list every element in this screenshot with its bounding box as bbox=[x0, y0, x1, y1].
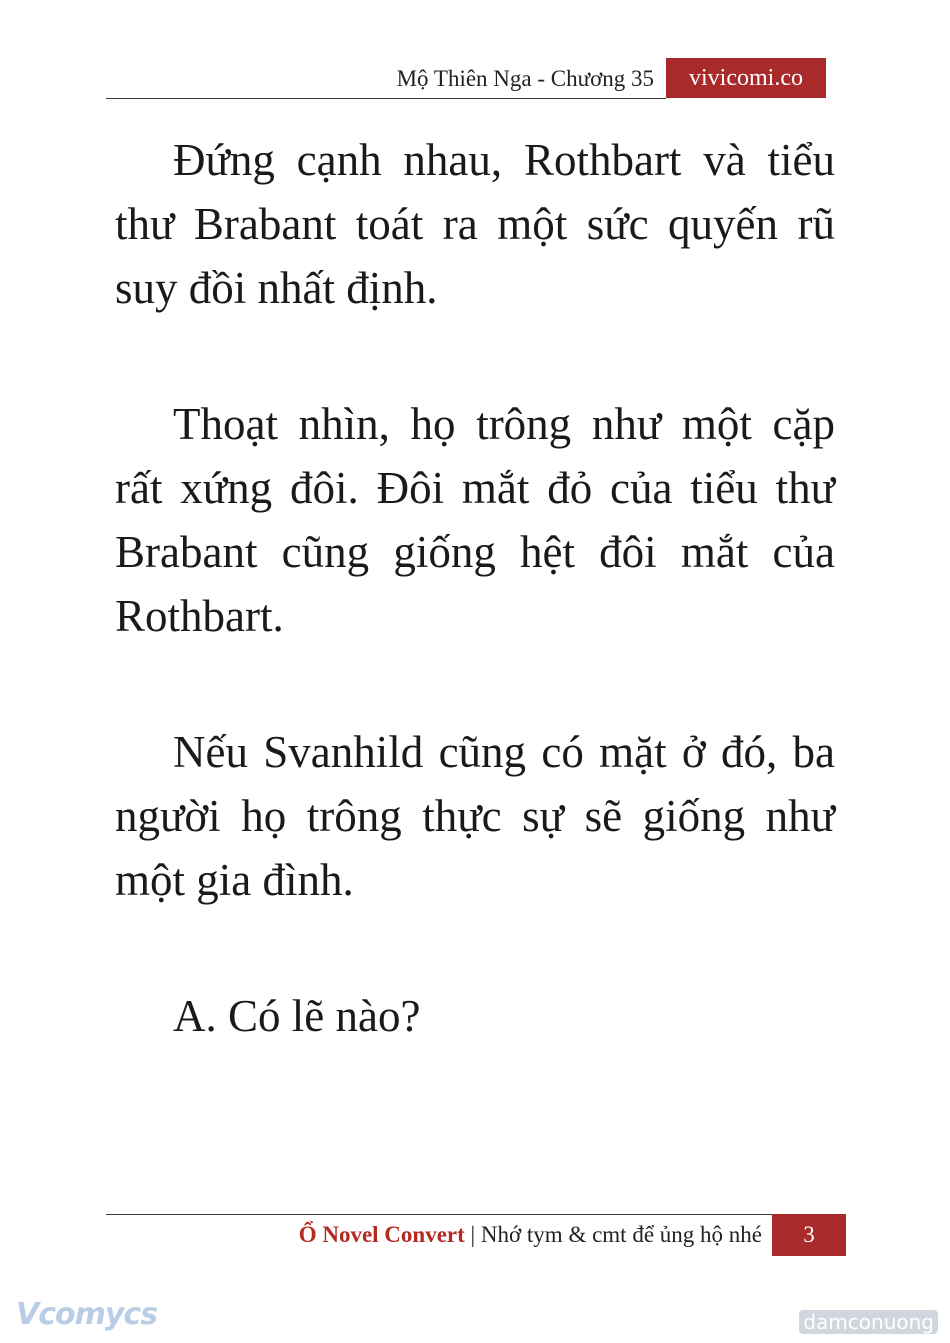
paragraph: Nếu Svanhild cũng có mặt ở đó, ba người họ trông thực sự sẽ giống như một gia đình. bbox=[115, 727, 835, 905]
watermark-vcomycs: Vcomycs bbox=[16, 1297, 158, 1332]
page-header bbox=[106, 58, 826, 100]
chapter-title: Mộ Thiên Nga - Chương 35 bbox=[396, 66, 654, 91]
paragraph: A. Có lẽ nào? bbox=[173, 991, 421, 1041]
footer-divider bbox=[106, 1214, 796, 1215]
footer-separator: | bbox=[464, 1222, 481, 1247]
footer-brand: Ổ Novel Convert bbox=[298, 1222, 465, 1247]
site-badge: vivicomi.co bbox=[666, 58, 826, 98]
header-divider bbox=[106, 98, 666, 99]
page-number: 3 bbox=[772, 1214, 846, 1256]
footer-note bbox=[299, 1222, 762, 1248]
watermark-damconuong: damconuong bbox=[799, 1310, 938, 1334]
story-body bbox=[115, 128, 835, 1120]
page-footer bbox=[106, 1212, 846, 1256]
footer-message: Nhớ tym & cmt để ủng hộ nhé bbox=[480, 1222, 762, 1247]
paragraph: Thoạt nhìn, họ trông như một cặp rất xứng đôi. Đôi mắt đỏ của tiểu thư Brabant cũng giống hệt đôi mắt của Rothbart. bbox=[115, 399, 835, 641]
paragraph: Đứng cạnh nhau, Rothbart và tiểu thư Brabant toát ra một sức quyến rũ suy đồi nhất định. bbox=[115, 135, 835, 313]
